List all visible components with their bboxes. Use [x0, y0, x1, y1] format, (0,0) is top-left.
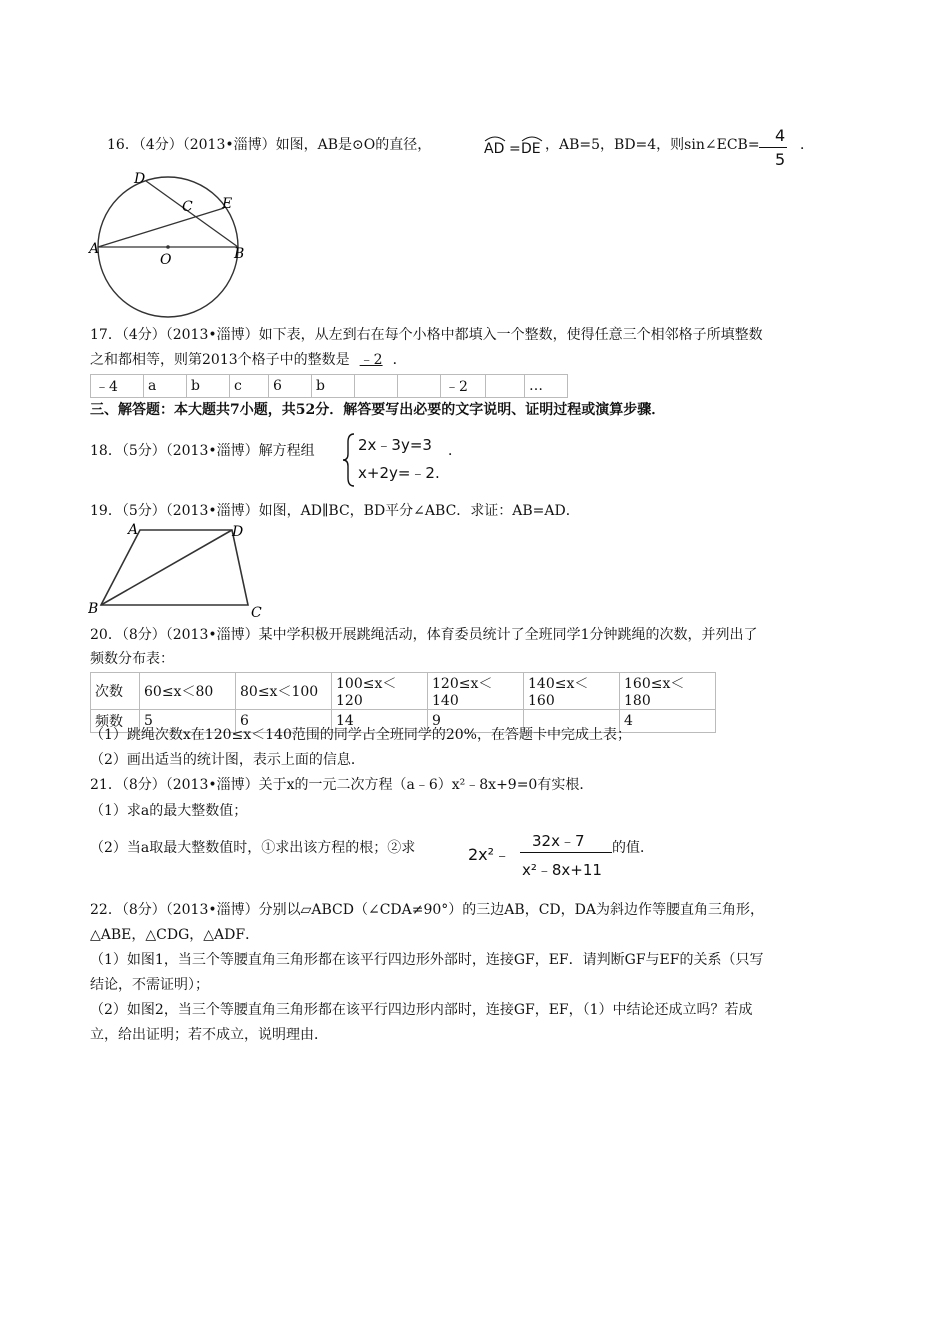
q21-expr-numerator: 32x﹣7: [532, 832, 585, 850]
q18-eq1: 2x﹣3y=3: [358, 436, 432, 454]
arc-de: DE: [521, 141, 541, 157]
cell: [355, 375, 398, 398]
q21-expr-left: 2x²﹣: [468, 845, 511, 864]
q21-expr-denominator: x²﹣8x+11: [522, 861, 602, 879]
table-row: [91, 673, 716, 710]
section3-heading: 三、解答题：本大题共7小题，共52分．解答要写出必要的文字说明、证明过程或演算步骤．: [90, 402, 666, 418]
label-a: A: [89, 241, 100, 257]
cell: …: [525, 375, 568, 398]
header-cell: 60≤x＜80: [140, 673, 236, 710]
q16-arc-equation: [482, 132, 544, 164]
q17-line2-end: ．: [392, 352, 407, 368]
answer-denominator: 5: [775, 150, 786, 169]
q17-cells-table: [90, 374, 568, 398]
label-b: B: [234, 246, 245, 262]
label-c: C: [182, 199, 193, 215]
header-cell: 次数: [91, 673, 140, 710]
q21-line1: 21．（8分）（2013•淄博）关于x的一元二次方程（a﹣6）x²﹣8x+9=0有实根．: [90, 777, 594, 793]
header-cell: 140≤x＜160: [524, 673, 620, 710]
header-cell: 120≤x＜140: [428, 673, 524, 710]
cell: 5: [140, 710, 236, 733]
header-cell: 100≤x＜120: [332, 673, 428, 710]
q19-trapezoid-figure: [88, 518, 268, 622]
q22-line5: （2）如图2，当三个等腰直角三角形都在该平行四边形内部时，连接GF，EF，（1）中结论还成立吗？若成: [90, 1002, 753, 1018]
cell: 14: [332, 710, 428, 733]
chord-ae: [98, 208, 224, 247]
cell: [398, 375, 441, 398]
header-cell: 80≤x＜100: [236, 673, 332, 710]
cell: 9: [428, 710, 524, 733]
cell: b: [187, 375, 230, 398]
cell: c: [230, 375, 269, 398]
brace-icon: [342, 432, 356, 488]
label-d: D: [232, 524, 244, 540]
q20-line1: 20．（8分）（2013•淄博）某中学积极开展跳绳活动，体育委员统计了全班同学1分钟跳绳的次数，并列出了: [90, 627, 758, 643]
cell: 4: [620, 710, 716, 733]
center-point: [166, 245, 170, 249]
arc-ad: AD: [484, 141, 505, 157]
q20-sub2: （2）画出适当的统计图，表示上面的信息．: [90, 752, 365, 768]
cell: a: [144, 375, 187, 398]
q17-line1: 17．（4分）（2013•淄博）如下表，从左到右在每个小格中都填入一个整数，使得任意三个相邻格子所填整数: [90, 327, 763, 343]
q22-line3: （1）如图1，当三个等腰直角三角形都在该平行四边形外部时，连接GF，EF．请判断GF与EF的关系（只写: [90, 952, 764, 968]
q17-answer: ﹣2: [359, 352, 383, 368]
q22-line2: △ABE，△CDG，△ADF．: [90, 927, 260, 943]
q18-eq2: x+2y=﹣2.: [358, 464, 440, 482]
cell: b: [312, 375, 355, 398]
answer-underline: [759, 147, 787, 148]
q21-sub1: （1）求a的最大整数值；: [90, 803, 248, 819]
trapezoid-abcd: [101, 530, 248, 605]
cell: 6: [269, 375, 312, 398]
arc-eq: =: [509, 141, 521, 157]
q20-line2: 频数分布表：: [90, 651, 174, 667]
q16-end: ．: [800, 137, 814, 153]
label-d: D: [134, 171, 146, 187]
q16-text-before: 16．（4分）（2013•淄博）如图，AB是⊙O的直径，: [107, 137, 432, 153]
q16-text-after: ，AB=5，BD=4，则sin∠ECB=: [545, 137, 760, 153]
q19-text: 19．（5分）（2013•淄博）如图，AD∥BC，BD平分∠ABC．求证：AB=AD．: [90, 503, 580, 519]
q20-frequency-table: [90, 672, 716, 733]
q16-answer-fraction: [759, 126, 789, 170]
q16-circle-figure: [88, 168, 258, 318]
table-row: [91, 375, 568, 398]
q18-end: ．: [448, 443, 462, 459]
cell: 频数: [91, 710, 140, 733]
answer-numerator: 4: [775, 126, 786, 145]
fraction-bar: [520, 852, 612, 853]
label-b: B: [88, 601, 99, 617]
label-o: O: [160, 252, 172, 268]
cell: ﹣2: [441, 375, 486, 398]
q22-line1: 22．（8分）（2013•淄博）分别以▱ABCD（∠CDA≠90°）的三边AB，CD，DA为斜边作等腰直角三角形，: [90, 902, 764, 918]
header-cell: 160≤x＜180: [620, 673, 716, 710]
q21-sub2-before: （2）当a取最大整数值时，①求出该方程的根；②求: [90, 840, 416, 856]
q22-line6: 立，给出证明；若不成立，说明理由．: [90, 1027, 328, 1043]
cell: [486, 375, 525, 398]
label-c: C: [251, 605, 262, 621]
q22-line4: 结论，不需证明）；: [90, 977, 209, 993]
q17-line2: [90, 350, 407, 370]
q16-line: [107, 135, 431, 155]
cell: 6: [236, 710, 332, 733]
label-a: A: [128, 522, 139, 538]
q17-line2-text: 之和都相等，则第2013个格子中的整数是: [90, 352, 350, 368]
q18-text: 18．（5分）（2013•淄博）解方程组: [90, 443, 315, 459]
label-e: E: [222, 196, 233, 212]
q21-sub2-after: 的值．: [612, 840, 654, 856]
cell: ﹣4: [91, 375, 144, 398]
q20-sub1: （1）跳绳次数x在120≤x＜140范围的同学占全班同学的20%，在答题卡中完成上表；: [90, 727, 631, 743]
